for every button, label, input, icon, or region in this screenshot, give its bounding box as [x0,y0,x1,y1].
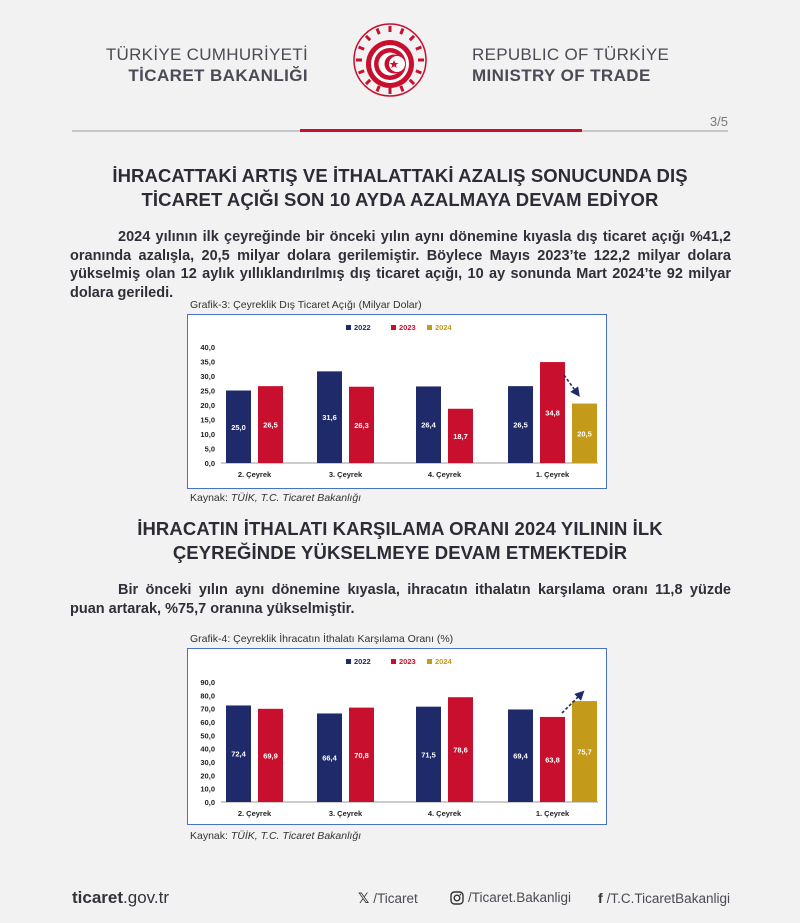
data-label: 78,6 [453,745,468,755]
chart2-source-text: TÜİK, T.C. Ticaret Bakanlığı [230,830,362,842]
footer-x-link[interactable] [358,890,418,907]
section2-title [70,517,730,565]
y-tick-label: 30,0 [200,758,215,767]
data-label: 26,5 [263,420,278,430]
header-divider-accent [300,129,582,132]
legend-swatch-2023 [391,325,396,330]
section1-title-line1: İHRACATTAKİ ARTIŞ VE İTHALATTAKİ AZALIŞ SONUCUNDA DIŞ [112,165,688,186]
header-left-line2: TİCARET BAKANLIĞI [128,66,308,85]
footer-facebook-link[interactable] [598,890,730,906]
legend-label-2022: 2022 [354,657,371,666]
y-tick-label: 20,0 [200,771,215,781]
y-tick-label: 50,0 [200,731,215,741]
legend-swatch-2024 [427,325,432,330]
chart2-source [190,830,361,842]
page-number: 3/5 [709,114,728,129]
facebook-icon: f [598,890,603,906]
x-icon: 𝕏 [358,890,370,906]
legend-swatch-2022 [346,659,351,664]
header-left-line1: TÜRKİYE CUMHURİYETİ [105,45,308,64]
y-tick-label: 5,0 [204,444,215,454]
y-tick-label: 20,0 [200,401,215,410]
section2-paragraph: Bir önceki yılın aynı dönemine kıyasla, ihracatın ithalatın karşılama oranı 11,8 yüzde puan artarak, %75,7 oranına yükselmiştir. [70,582,731,617]
footer-site-bold: ticaret [72,888,124,907]
section2-title-line1: İHRACATIN İTHALATI KARŞILAMA ORANI 2024 YILININ İLK [137,518,663,539]
footer-website[interactable] [72,888,169,908]
legend-label-2023: 2023 [399,323,416,332]
data-label: 34,8 [545,408,560,418]
header-right [472,44,669,86]
data-label: 63,8 [545,755,560,765]
category-label: 4. Çeyrek [427,809,462,818]
category-label: 2. Çeyrek [237,470,272,479]
category-label: 2. Çeyrek [237,809,272,818]
y-tick-label: 60,0 [200,718,215,727]
chart2-source-prefix: Kaynak: [190,830,231,842]
chart2-frame [187,648,607,825]
section1-title-line2: TİCARET AÇIĞI SON 10 AYDA AZALMAYA DEVAM EDİYOR [141,189,659,210]
chart-svg [188,315,605,487]
category-label: 4. Çeyrek [427,470,462,479]
data-label: 20,5 [577,429,592,439]
category-label: 1. Çeyrek [535,809,570,818]
data-label: 26,5 [513,420,528,430]
trend-arrow [564,375,577,393]
data-label: 31,6 [322,413,337,423]
section1-paragraph: 2024 yılının ilk çeyreğinde bir önceki yılın aynı dönemine kıyasla dış ticaret açığı %41,2 oranında azalışla, 20,5 milyar dolara gerilemiştir. Böylece Mayıs 2023’te 122,2 milyar dolara yükselmiş olan 12 aylık yıllıklandırılmış dış ticaret açığı, 10 ay sonunda Mart 2024’te 92 milyar dolara geriledi. [70,229,731,301]
data-label: 69,4 [513,751,528,761]
legend-label-2024: 2024 [435,657,452,666]
ministry-emblem-logo [342,12,438,108]
y-tick-label: 0,0 [204,459,215,468]
y-tick-label: 25,0 [200,386,215,396]
y-tick-label: 90,0 [200,678,215,687]
section2-title-line2: ÇEYREĞİNDE YÜKSELMEYE DEVAM ETMEKTEDİR [172,542,628,563]
legend-label-2024: 2024 [435,323,452,332]
data-label: 25,0 [231,422,246,432]
category-label: 3. Çeyrek [328,470,363,479]
chart-svg [188,649,605,823]
data-label: 18,7 [453,431,468,441]
data-label: 72,4 [231,749,246,759]
data-label: 71,5 [421,750,436,760]
y-tick-label: 0,0 [204,798,215,807]
y-tick-label: 80,0 [200,691,215,701]
legend-swatch-2022 [346,325,351,330]
y-tick-label: 35,0 [200,357,215,367]
footer-instagram-handle: /Ticaret.Bakanligi [468,890,572,905]
y-tick-label: 15,0 [200,415,215,425]
y-tick-label: 30,0 [200,372,215,381]
section1-title [70,164,730,212]
y-tick-label: 40,0 [200,744,215,754]
data-label: 26,3 [354,420,369,430]
legend-swatch-2024 [427,659,432,664]
chart1-source-prefix: Kaynak: [190,492,231,504]
data-label: 26,4 [421,420,436,430]
data-label: 69,9 [263,751,278,761]
data-label: 66,4 [322,753,337,763]
chart1-frame [187,314,607,489]
footer-x-handle: /Ticaret [373,891,418,906]
category-label: 1. Çeyrek [535,470,570,479]
y-tick-label: 70,0 [200,704,215,714]
footer-site-rest: .gov.tr [123,888,170,907]
data-label: 70,8 [354,750,369,760]
instagram-icon [450,891,464,905]
chart1-source-text: TÜİK, T.C. Ticaret Bakanlığı [230,492,362,504]
chart1-source [190,492,361,504]
legend-swatch-2023 [391,659,396,664]
chart2-caption: Grafik-4: Çeyreklik İhracatın İthalatı Karşılama Oranı (%) [190,633,454,645]
header-right-line2: MINISTRY OF TRADE [472,66,651,85]
footer-facebook-handle: /T.C.TicaretBakanligi [606,890,730,906]
legend-label-2022: 2022 [354,323,371,332]
y-tick-label: 10,0 [200,784,215,794]
data-label: 75,7 [577,747,592,757]
footer-instagram-link[interactable] [450,890,571,905]
header-right-line1: REPUBLIC OF TÜRKİYE [472,45,670,64]
header-left [106,44,308,86]
category-label: 3. Çeyrek [328,809,363,818]
y-tick-label: 40,0 [200,343,215,352]
legend-label-2023: 2023 [399,657,416,666]
y-tick-label: 10,0 [200,430,215,439]
chart1-caption: Grafik-3: Çeyreklik Dış Ticaret Açığı (Milyar Dolar) [190,299,422,311]
